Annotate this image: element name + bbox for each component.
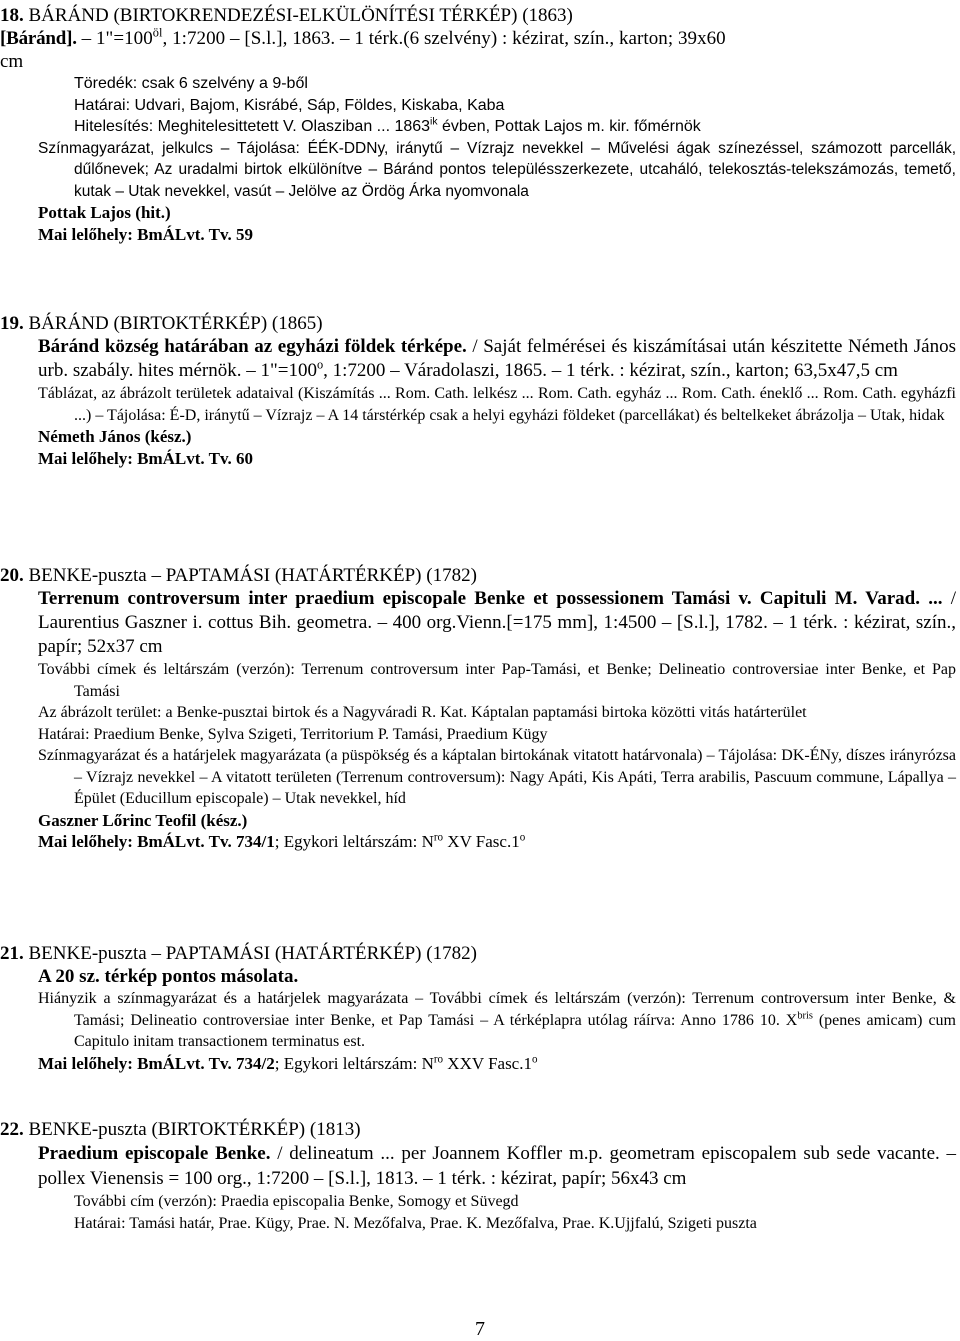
entry-description: Terrenum controversum inter praedium episcopale Benke et possessionem Tamási v. Capituli M. Varad. ... / Laurentius Gaszner i. cottus Bih. geometra. – 400 org.Vienn.[=175 mm], 1:4500 – [S.l.], 1782. – 1 térk. : kézirat, szín., papír; 52x37 cm xyxy=(38,588,957,657)
entry-author: Pottak Lajos (hit.) xyxy=(38,203,171,222)
entry-number: 22. xyxy=(0,1119,24,1140)
entry-description-cont: cm xyxy=(0,51,24,72)
entry-number: 21. xyxy=(0,943,24,964)
entry-location: Mai lelőhely: BmÁLvt. Tv. 60 xyxy=(38,448,254,468)
note: Határai: Tamási határ, Prae. Kügy, Prae. N. Mezőfalva, Prae. K. Mezőfalva, Prae. K.Ujjfalú, Szigeti puszta xyxy=(74,1214,757,1232)
entry-heading xyxy=(0,312,956,335)
entry-19 xyxy=(0,312,956,469)
note: Az ábrázolt terület: a Benke-pusztai birtok és a Nagyváradi R. Kat. Káptalan paptamási birtoka közötti vitás határterület xyxy=(38,704,807,721)
note: Színmagyarázat és a határjelek magyarázata (a püspökség és a káptalan birtokának vitatott határvonala) – Tájolása: DK-ÉNy, díszes irányrózsa – Vízrajz nevekkel – A vitatott területen (Terrenum controversum): Nagy Apáti, Kis Apáti, Terra arabilis, Pascuum commune, Lápallya – Épület (Educillum episcopale) – Utak nevekkel, híd xyxy=(38,747,956,807)
entry-title: BENKE-puszta – PAPTAMÁSI (HATÁRTÉRKÉP) (1782) xyxy=(28,565,477,586)
entry-20 xyxy=(0,564,957,853)
entry-heading xyxy=(0,942,956,965)
entry-heading xyxy=(0,1118,956,1141)
entry-author: Németh János (kész.) xyxy=(38,427,192,446)
entry-description: Báránd község határában az egyházi földek térképe. / Saját felmérései és kiszámításai után készitette Németh János urb. szabály. hites mérnök. – $1"=100^o$, 1:7200 – Váradolaszi, 1865. – 1 térk. : kézirat, szín., karton; 63,5x47,5 cm xyxy=(38,336,956,381)
note: Töredék: csak 6 szelvény a 9-ből xyxy=(74,75,308,92)
entry-heading xyxy=(0,564,956,587)
note: Határai: Praedium Benke, Sylva Szigeti, Territorium P. Tamási, Praedium Kügy xyxy=(38,725,548,743)
entry-title: BÁRÁND (BIRTOKTÉRKÉP) (1865) xyxy=(28,313,323,334)
entry-description: A 20 sz. térkép pontos másolata. xyxy=(38,966,299,987)
entry-22 xyxy=(0,1118,956,1234)
entry-number: 18. xyxy=(0,5,24,26)
entry-description: Praedium episcopale Benke. / delineatum ... per Joannem Koffler m.p. geometram episcopalem sub sede vacante. – pollex Vienensis = 100 org., 1:7200 – [S.l.], 1813. – 1 térk. : kézirat, papír; 56x43 cm xyxy=(38,1143,956,1189)
entry-title: BÁRÁND (BIRTOKRENDEZÉSI-ELKÜLÖNÍTÉSI TÉRKÉP) (1863) xyxy=(28,5,573,26)
entry-title: BENKE-puszta – PAPTAMÁSI (HATÁRTÉRKÉP) (1782) xyxy=(28,943,477,964)
note-legend: Színmagyarázat, jelkulcs – Tájolása: ÉÉK-DDNy, iránytű – Vízrajz nevekkel – Művelési ágak színezéssel, számozott parcellák, dűlőnevek; Az uradalmi birtok elkülönítve – Báránd pontos településszerkezete, utcaháló, telekosztás-telekszámozás, temető, kutak – Utak nevekkel, vasút – Jelölve az Ördög Árka nyomvonala xyxy=(38,139,956,200)
entry-location: Mai lelőhely: BmÁLvt. Tv. 734/1; Egykori leltárszám: $N^{ro}$ XV Fasc.1$^o$ xyxy=(38,831,526,851)
entry-21 xyxy=(0,942,956,1074)
entry-number: 19. xyxy=(0,313,24,334)
entry-18 xyxy=(0,4,956,245)
note: Határai: Udvari, Bajom, Kisrábé, Sáp, Földes, Kiskaba, Kaba xyxy=(74,96,505,114)
note: Hiányzik a színmagyarázat és a határjelek magyarázata – További címek és leltárszám (verzón): Terrenum controversum inter Benke, & Tamási; Delineatio controversiae inter Benke, et Pap Tamási – A térképlapra utólag ráírva: Anno 1786 10. $X^{bris}$ (penes amicam) cum Capitulo initam transactionem terminatus est. xyxy=(38,990,956,1050)
entry-description: [Báránd]. – $1"=100^{öl}$, 1:7200 – [S.l.], 1863. – 1 térk.(6 szelvény) : kézirat, szín., karton; 39x60 xyxy=(0,25,726,49)
entry-number: 20. xyxy=(0,565,24,586)
entry-author: Gaszner Lőrinc Teofil (kész.) xyxy=(38,810,248,830)
note: Táblázat, az ábrázolt területek adataival (Kiszámítás ... Rom. Cath. lelkész ... Rom. Cath. egyház ... Rom. Cath. éneklő ... Rom. Cath. egyházfi ...) – Tájolása: É-D, iránytű – Vízrajz – A 14 társtérkép csak a helyi egyházi földeket (parcellákat) és beltelkeket ábrázolja – Utak, hidak xyxy=(38,385,956,424)
note: További címek és leltárszám (verzón): Terrenum controversum inter Pap-Tamási, et Benke; Delineatio controversiae inter Benke, et Pap Tamási xyxy=(38,661,956,700)
note: További cím (verzón): Praedia episcopalia Benke, Somogy et Süvegd xyxy=(74,1193,519,1210)
entry-location: Mai lelőhely: BmÁLvt. Tv. 734/2; Egykori leltárszám: $N^{ro}$ XXV Fasc.1$^o$ xyxy=(38,1052,538,1073)
entry-location: Mai lelőhely: BmÁLvt. Tv. 59 xyxy=(38,224,254,244)
entry-title: BENKE-puszta (BIRTOKTÉRKÉP) (1813) xyxy=(28,1119,361,1140)
page-number: 7 xyxy=(475,1318,485,1340)
entry-heading xyxy=(0,4,956,27)
note: Hitelesítés: Meghitelesittetett V. Olasziban ... $1863^{ik}$ évben, Pottak Lajos m. kir. főmérnök xyxy=(74,116,701,135)
